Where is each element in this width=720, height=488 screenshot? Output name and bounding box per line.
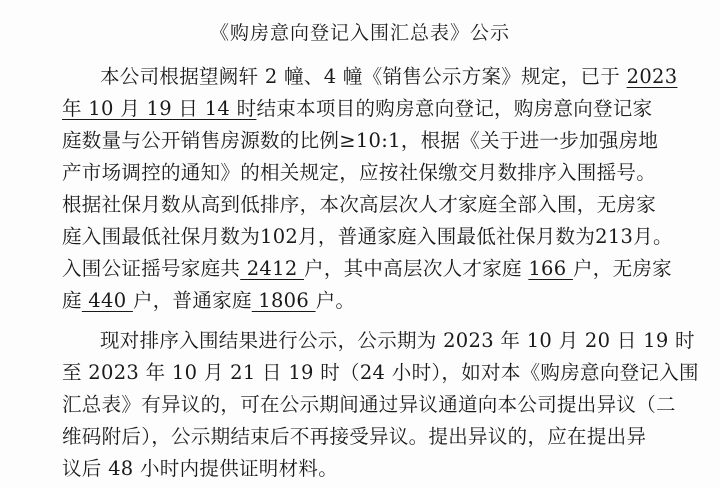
text-run: 庭数量与公开销售房源数的比例≥10:1，根据《关于进一步加强房地 (62, 129, 659, 152)
text-run: 户。 (315, 289, 356, 312)
text-line (62, 390, 676, 420)
underlined-fill-in: 1806 (251, 289, 316, 312)
text-line (62, 422, 646, 452)
underlined-fill-in: 440 (81, 289, 133, 312)
underlined-fill-in: 年 10 月 19 日 14 时 (62, 97, 257, 120)
underlined-fill-in: 2023 (626, 65, 678, 88)
text-run: 根据社保月数从高到低排序，本次高层次人才家庭全部入围，无房家 (62, 193, 657, 216)
text-line (62, 454, 338, 484)
text-line (62, 126, 658, 156)
text-run: 议后 48 小时内提供证明材料。 (62, 457, 339, 480)
text-run: 现对排序入围结果进行公示，公示期为 2023 年 10 月 20 日 19 时 (100, 329, 695, 352)
text-line (62, 158, 656, 188)
text-line (62, 358, 699, 388)
text-run: 本公司根据望阙轩 2 幢、4 幢《销售公示方案》规定，已于 (100, 65, 627, 88)
text-line (62, 286, 355, 316)
text-run: 结束本项目的购房意向登记，购房意向登记家 (256, 97, 653, 120)
text-run: 入围公证摇号家庭共 (62, 257, 241, 280)
text-run: 户，无房家 (572, 257, 672, 280)
text-run: 产市场调控的通知》的相关规定，应按社保缴交月数排序入围摇号。 (62, 161, 657, 184)
text-line (62, 190, 656, 220)
text-run: 维码附后），公示期结束后不再接受异议。提出异议的，应在提出异 (62, 425, 647, 448)
text-line (62, 94, 652, 124)
text-line (100, 326, 695, 356)
text-line (100, 62, 677, 92)
document-title: 《购房意向登记入围汇总表》公示 (209, 22, 510, 44)
text-line (62, 222, 673, 252)
text-run: 户，其中高层次人才家庭 (304, 257, 529, 280)
underlined-fill-in: 2412 (240, 257, 305, 280)
underlined-fill-in: 166 (528, 257, 573, 280)
text-run: 庭 (62, 289, 82, 312)
text-run: 至 2023 年 10 月 21 日 19 时（24 小时），如对本《购房意向登记入围 (62, 361, 699, 384)
text-run: 汇总表》有异议的，可在公示期间通过异议通道向本公司提出异议（二 (62, 393, 676, 416)
text-run: 户，普通家庭 (132, 289, 252, 312)
text-line (62, 254, 672, 284)
text-run: 庭入围最低社保月数为102月，普通家庭入围最低社保月数为213月。 (62, 225, 673, 248)
